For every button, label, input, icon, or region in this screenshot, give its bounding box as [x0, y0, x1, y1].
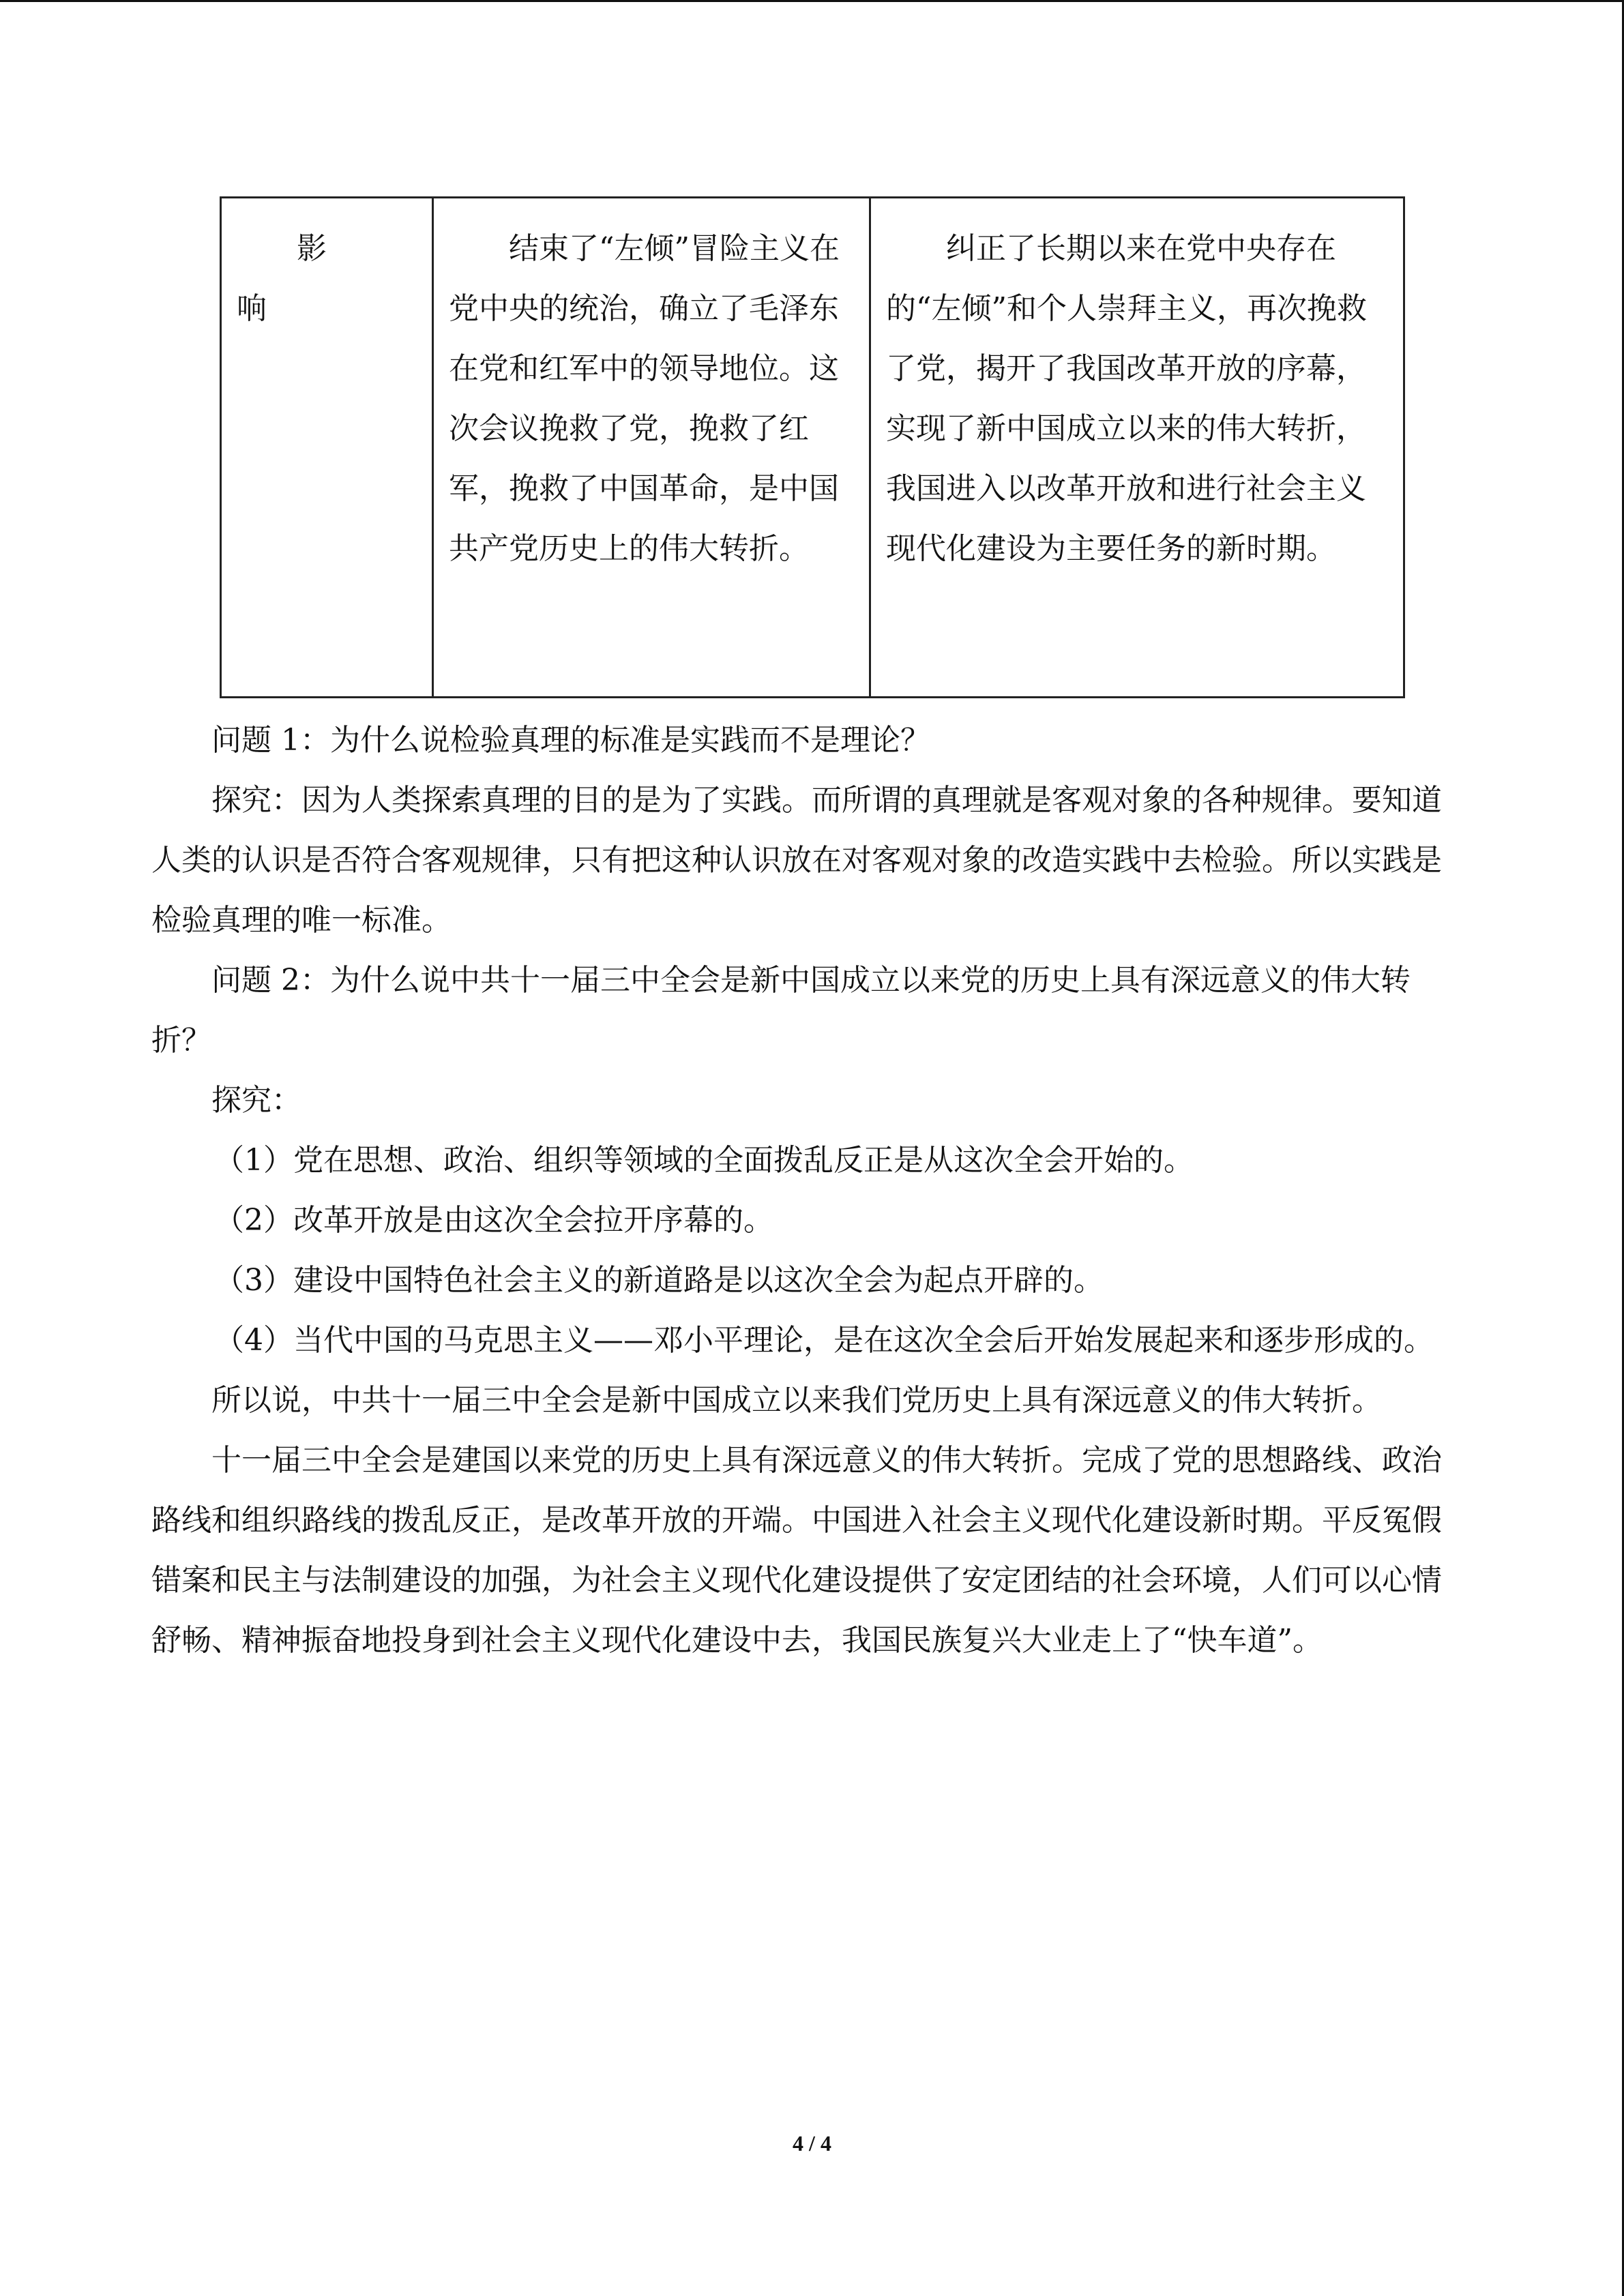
list-item: （4）当代中国的马克思主义——邓小平理论，是在这次全会后开始发展起来和逐步形成的。	[214, 1323, 1434, 1358]
conclusion: 所以说，中共十一届三中全会是新中国成立以来我们党历史上具有深远意义的伟大转折。	[211, 1383, 1382, 1418]
row-label-second: 响	[237, 291, 267, 326]
zunyi-impact-cell	[433, 198, 870, 698]
top-border	[0, 0, 1624, 2]
list-item: （3）建设中国特色社会主义的新道路是以这次全会为起点开辟的。	[214, 1263, 1104, 1298]
table-row	[221, 198, 1404, 698]
question-2: 问题 2：为什么说中共十一届三中全会是新中国成立以来党的历史上具有深远意义的伟大转折？	[151, 963, 1411, 1058]
answer-1: 探究：因为人类探索真理的目的是为了实践。而所谓的真理就是客观对象的各种规律。要知道人类的认识是否符合客观规律，只有把这种认识放在对客观对象的改造实践中去检验。所以实践是检验真理的唯一标准。	[151, 783, 1442, 938]
third-plenum-impact-text: 纠正了长期以来在党中央存在的“左倾”和个人崇拜主义，再次挽救了党，揭开了我国改革开放的序幕，实现了新中国成立以来的伟大转折，我国进入以改革开放和进行社会主义现代化建设为主要任务的新时期。	[886, 231, 1367, 566]
list-item: （2）改革开放是由这次全会拉开序幕的。	[214, 1203, 773, 1238]
page-number: 4 / 4	[793, 2131, 831, 2156]
summary: 十一届三中全会是建国以来党的历史上具有深远意义的伟大转折。完成了党的思想路线、政治路线和组织路线的拨乱反正，是改革开放的开端。中国进入社会主义现代化建设新时期。平反冤假错案和民主与法制建设的加强，为社会主义现代化建设提供了安定团结的社会环境，人们可以心情舒畅、精神振奋地投身到社会主义现代化建设中去，我国民族复兴大业走上了“快车道”。	[151, 1443, 1442, 1658]
answer-2-heading: 探究：	[211, 1083, 301, 1118]
row-label-first: 影	[297, 231, 327, 266]
row-label-cell	[221, 198, 433, 698]
zunyi-impact-text: 结束了“左倾”冒险主义在党中央的统治，确立了毛泽东在党和红军中的领导地位。这次会议挽救了党，挽救了红军，挽救了中国革命，是中国共产党历史上的伟大转折。	[449, 231, 840, 566]
main-text	[151, 711, 1468, 1671]
list-item: （1）党在思想、政治、组织等领域的全面拨乱反正是从这次全会开始的。	[214, 1143, 1194, 1178]
third-plenum-impact-cell	[870, 198, 1404, 698]
question-1: 问题 1：为什么说检验真理的标准是实践而不是理论？	[211, 723, 930, 758]
comparison-table	[220, 196, 1405, 698]
